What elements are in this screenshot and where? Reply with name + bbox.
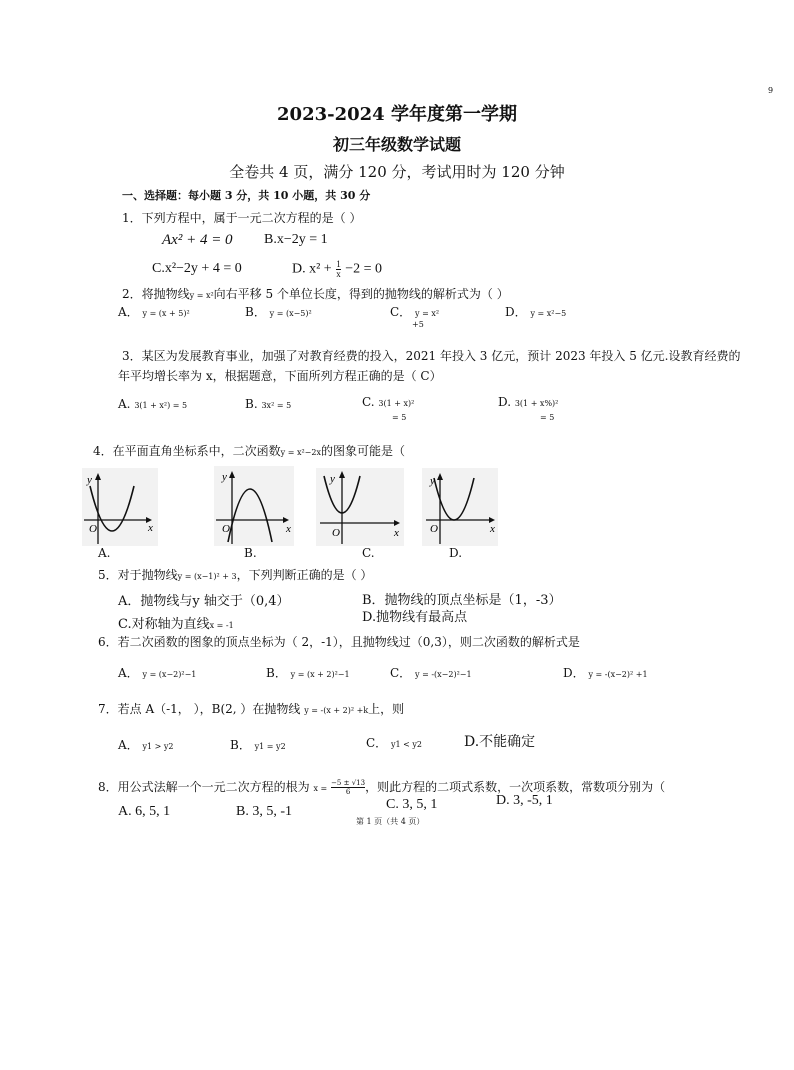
question-6-option-c: C． y = -(x−2)²−1 — [390, 666, 472, 680]
question-7-option-d: D.不能确定 — [464, 734, 536, 750]
question-6-stem: 6．若二次函数的图象的顶点坐标为（ 2，-1），且抛物线过（0,3），则二次函数的解析式是 — [98, 635, 580, 649]
graph-d — [422, 468, 498, 546]
exam-instructions: 全卷共 4 页，满分 120 分，考试用时为 120 分钟 — [229, 163, 565, 181]
question-1-stem: 1．下列方程中，属于一元二次方程的是（ ） — [122, 211, 362, 225]
question-1-option-a: Ax² + 4 = 0 — [162, 232, 233, 248]
svg-text:O: O — [89, 523, 97, 535]
page-footer: 第 1 页（共 4 页） — [356, 817, 425, 826]
page-title: 2023-2024 学年度第一学期 — [277, 104, 517, 125]
svg-text:y: y — [330, 473, 335, 485]
question-8-option-c: C. 3, 5, 1 — [386, 797, 438, 812]
question-3-option-a: A. 3(1 + x²) = 5 — [118, 397, 188, 411]
question-8-stem: 8．用公式法解一个一元二次方程的根为 x = $\frac{-5 \pm √13}{6}$ ，则此方程的二项式系数，一次项系数，常数项分别为（ — [98, 779, 666, 796]
graph-a — [82, 468, 158, 546]
question-6-option-b: B． y = (x + 2)²−1 — [266, 666, 350, 680]
section-heading: 一、选择题：每小题 3 分，共 10 小题，共 30 分 — [122, 189, 371, 202]
question-3-option-d: D. 3(1 + x%)² — [498, 395, 559, 409]
question-7-option-b: B． y1 = y2 — [230, 738, 286, 752]
question-3-option-c-cont: = 5 — [392, 413, 407, 422]
question-6-option-a: A． y = (x−2)²−1 — [118, 666, 197, 680]
graph-a-label: A. — [98, 546, 111, 560]
question-3-option-d-cont: = 5 — [540, 413, 555, 422]
question-8-option-b: B. 3, 5, -1 — [236, 804, 292, 819]
question-2-option-a: A． y = (x + 5)² — [118, 305, 190, 319]
question-3-option-c: C. 3(1 + x)² — [362, 395, 415, 409]
question-8-option-a: A. 6, 5, 1 — [118, 804, 171, 819]
question-2-stem: 2．将抛物线y = x²向右平移 5 个单位长度，得到的抛物线的解析式为（ ） — [122, 287, 509, 301]
svg-text:x: x — [286, 523, 291, 535]
question-2-option-c: C． y = x² — [390, 305, 440, 319]
graph-b-label: B. — [244, 546, 257, 560]
question-5-option-c: C.对称轴为直线x = -1 — [118, 617, 234, 632]
svg-text:O: O — [222, 523, 230, 535]
graph-c — [316, 468, 404, 546]
question-1-option-b: B.x−2y = 1 — [264, 232, 328, 247]
svg-text:y: y — [87, 474, 92, 486]
question-4-stem: 4．在平面直角坐标系中，二次函数y = x²−2x的图象可能是（ — [93, 444, 405, 458]
question-2-option-b: B． y = (x−5)² — [245, 305, 312, 319]
question-5-stem: 5．对于抛物线y = (x−1)² + 3，下列判断正确的是（ ） — [98, 568, 373, 582]
question-8-option-d: D. 3, -5, 1 — [496, 793, 553, 808]
question-3-option-b: B. 3x² = 5 — [245, 397, 292, 411]
page-number-top: 9 — [768, 86, 774, 95]
question-2-option-c-cont: +5 — [412, 320, 424, 329]
question-5-option-b: B．抛物线的顶点坐标是（1，-3） — [362, 593, 562, 608]
svg-text:y: y — [430, 475, 435, 487]
question-5-option-d: D.抛物线有最高点 — [362, 610, 468, 625]
graph-b — [214, 466, 294, 546]
svg-text:O: O — [332, 527, 340, 539]
svg-text:O: O — [430, 523, 438, 535]
question-1-option-c: C.x²−2y + 4 = 0 — [152, 261, 242, 276]
question-6-option-d: D． y = -(x−2)² +1 — [563, 666, 648, 680]
svg-text:x: x — [394, 527, 399, 539]
svg-text:x: x — [148, 522, 153, 534]
question-2-option-d: D． y = x²−5 — [505, 305, 567, 319]
question-1-option-d: D. x² + $\frac{1}{x}$ −2 = 0 — [292, 259, 382, 279]
question-7-option-a: A． y1 > y2 — [118, 738, 174, 752]
question-7-stem: 7．若点 A（-1， ），B(2, ）在抛物线 y = -(x + 2)² +k上，则 — [98, 702, 405, 716]
question-5-option-a: A．抛物线与y 轴交于（0,4） — [118, 594, 290, 609]
question-3-stem-line1: 3．某区为发展教育事业，加强了对教育经费的投入，2021 年投入 3 亿元，预计 2023 年投入 5 亿元.设教育经费的 — [122, 349, 741, 363]
svg-text:x: x — [490, 523, 495, 535]
svg-text:y: y — [222, 471, 227, 483]
graph-c-label: C. — [362, 546, 375, 560]
page-subtitle: 初三年级数学试题 — [332, 135, 461, 154]
question-3-stem-line2: 年平均增长率为 x，根据题意，下面所列方程正确的是（ C） — [118, 369, 442, 383]
question-7-option-c: C． y1 < y2 — [366, 736, 423, 750]
graph-d-label: D. — [449, 546, 463, 560]
